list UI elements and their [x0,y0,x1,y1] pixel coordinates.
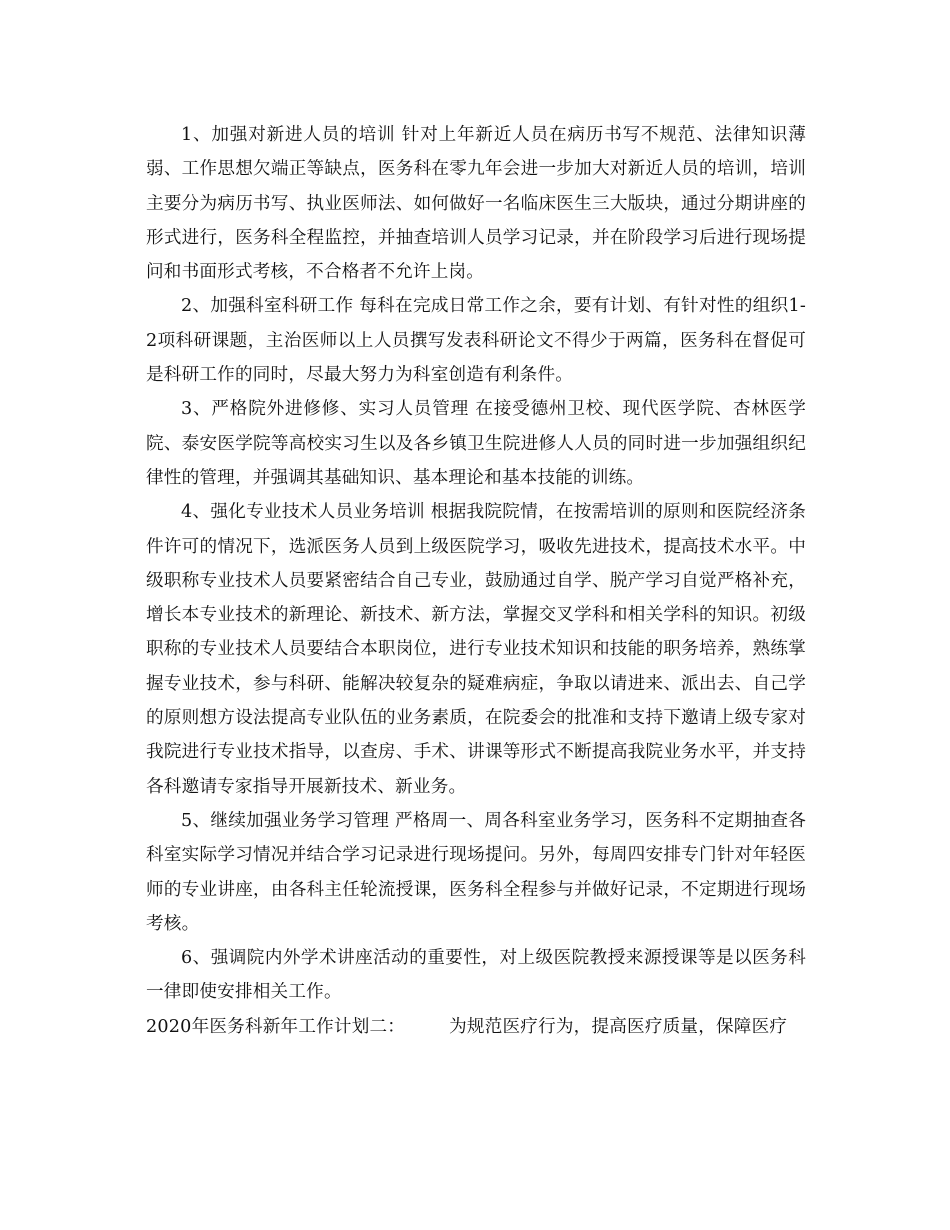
plan-two-line [146,1010,806,1044]
paragraph-1: 1、加强对新进人员的培训 针对上年新近人员在病历书写不规范、法律知识薄弱、工作思想欠端正等缺点，医务科在零九年会进一步加大对新近人员的培训，培训主要分为病历书写、执业医师法、如何做好一名临床医生三大版块，通过分期讲座的形式进行，医务科全程监控，并抽查培训人员学习记录，并在阶段学习后进行现场提问和书面形式考核，不合格者不允许上岗。 [146,125,806,283]
document-body [146,118,806,1044]
paragraph-4: 4、强化专业技术人员业务培训 根据我院院情，在按需培训的原则和医院经济条件许可的情况下，选派医务人员到上级医院学习，吸收先进技术，提高技术水平。中级职称专业技术人员要紧密结合自己专业，鼓励通过自学、脱产学习自觉严格补充，增长本专业技术的新理论、新技术、新方法，掌握交叉学科和相关学科的知识。初级职称的专业技术人员要结合本职岗位，进行专业技术知识和技能的职务培养，熟练掌握专业技术，参与科研、能解决较复杂的疑难病症，争取以请进来、派出去、自己学的原则想方设法提高专业队伍的业务素质，在院委会的批准和支持下邀请上级专家对我院进行专业技术指导，以查房、手术、讲课等形式不断提高我院业务水平，并支持各科邀请专家指导开展新技术、新业务。 [146,502,806,797]
paragraph-6: 6、强调院内外学术讲座活动的重要性，对上级医院教授来源授课等是以医务科一律即使安排相关工作。 [146,948,806,1003]
plan-two-heading: 2020年医务科新年工作计划二： [146,1016,406,1037]
paragraph-3: 3、严格院外进修修、实习人员管理 在接受德州卫校、现代医学院、杏林医学院、泰安医学院等高校实习生以及各乡镇卫生院进修人人员的同时进一步加强组织纪律性的管理，并强调其基础知识、基本理论和基本技能的训练。 [146,399,806,488]
paragraph-5: 5、继续加强业务学习管理 严格周一、周各科室业务学习，医务科不定期抽查各科室实际学习情况并结合学习记录进行现场提问。另外，每周四安排专门针对年轻医师的专业讲座，由各科主任轮流授课，医务科全程参与并做好记录，不定期进行现场考核。 [146,810,806,934]
plan-two-text: 为规范医疗行为，提高医疗质量，保障医疗 [449,1016,788,1037]
paragraph-2: 2、加强科室科研工作 每科在完成日常工作之余，要有计划、有针对性的组织1-2项科研课题，主治医师以上人员撰写发表科研论文不得少于两篇，医务科在督促可是科研工作的同时，尽最大努力为科室创造有利条件。 [146,296,806,386]
